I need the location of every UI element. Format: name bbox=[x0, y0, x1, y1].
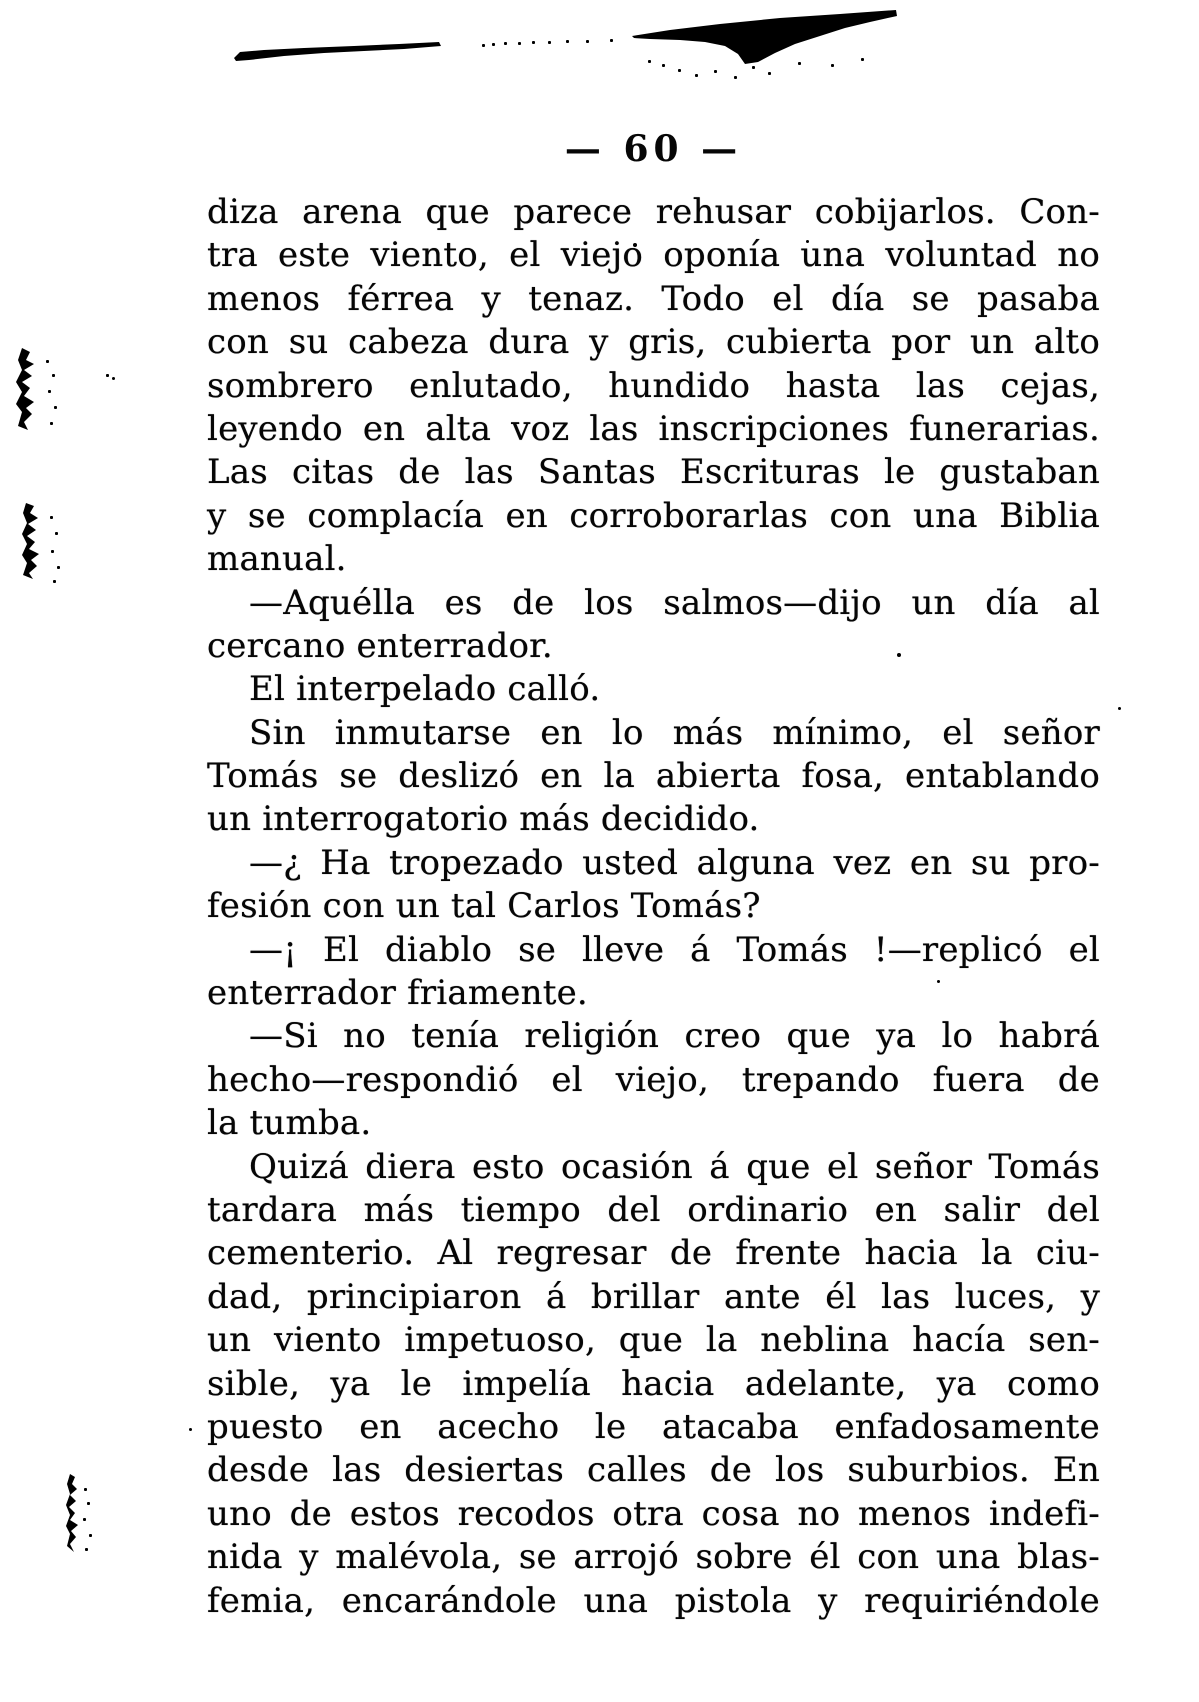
ink-speck bbox=[112, 377, 115, 380]
ink-speckles bbox=[50, 516, 53, 519]
text-line: cementerio. Al regresar de frente hacia la ciu- bbox=[207, 1233, 1100, 1274]
ink-speckles bbox=[84, 1488, 87, 1491]
text-line: sible, ya le impelía hacia adelante, ya como bbox=[207, 1363, 1100, 1404]
ink-speck bbox=[1118, 707, 1121, 710]
ink-blot-left-margin-2 bbox=[22, 503, 48, 579]
text-line: dad, principiaron á brillar ante él las luces, y bbox=[207, 1276, 1100, 1317]
ink-speckles bbox=[46, 360, 49, 363]
ink-blot-left-margin-1 bbox=[16, 348, 44, 430]
text-line: Las citas de las Santas Escrituras le gustaban bbox=[207, 452, 1100, 493]
ink-smudge-top-left bbox=[234, 40, 479, 64]
text-line: uno de estos recodos otra cosa no menos indefi- bbox=[207, 1493, 1100, 1534]
text-line: nida y malévola, se arrojó sobre él con una blas- bbox=[207, 1537, 1100, 1578]
text-line: enterrador friamente. bbox=[207, 973, 588, 1014]
text-line: cercano enterrador. bbox=[207, 625, 553, 666]
page-number: — 60 — bbox=[564, 128, 743, 170]
text-line: un interrogatorio más decidido. bbox=[207, 799, 760, 840]
text-line: fesión con un tal Carlos Tomás? bbox=[207, 886, 761, 927]
ink-blot-left-margin-3 bbox=[66, 1474, 82, 1552]
text-line: tardara más tiempo del ordinario en salir del bbox=[207, 1189, 1100, 1230]
text-line: desde las desiertas calles de los suburbios. En bbox=[207, 1450, 1100, 1491]
text-line: menos férrea y tenaz. Todo el día se pasaba bbox=[207, 278, 1100, 319]
text-line: diza arena que parece rehusar cobijarlos. Con- bbox=[207, 192, 1100, 232]
text-line: un viento impetuoso, que la neblina hacía sen- bbox=[207, 1320, 1100, 1361]
ink-speck bbox=[189, 1428, 192, 1431]
text-block bbox=[207, 191, 1100, 1623]
text-line: tra este viento, el viejo oponía una voluntad no bbox=[207, 235, 1100, 276]
text-line: Tomás se deslizó en la abierta fosa, entablando bbox=[207, 756, 1100, 797]
text-line: la tumba. bbox=[207, 1103, 372, 1144]
text-line: sombrero enlutado, hundido hasta las cejas, bbox=[207, 365, 1100, 406]
ink-speckles bbox=[482, 44, 485, 47]
ink-smudge-top-right bbox=[630, 8, 898, 66]
text-line: Sin inmutarse en lo más mínimo, el señor bbox=[249, 712, 1100, 753]
text-line: con su cabeza dura y gris, cubierta por un alto bbox=[207, 322, 1100, 363]
ink-speckles bbox=[648, 60, 651, 63]
text-line: femia, encarándole una pistola y requiriéndole bbox=[207, 1580, 1100, 1621]
text-line: y se complacía en corroborarlas con una Biblia bbox=[207, 495, 1100, 536]
text-line: manual. bbox=[207, 539, 347, 580]
text-line: hecho—respondió el viejo, trepando fuera de bbox=[207, 1059, 1100, 1100]
text-line: —Si no tenía religión creo que ya lo habrá bbox=[249, 1016, 1100, 1057]
text-line: —¡ El diablo se lleve á Tomás !—replicó el bbox=[249, 929, 1100, 970]
text-line: Quizá diera esto ocasión á que el señor Tomás bbox=[249, 1146, 1100, 1187]
text-line: —Aquélla es de los salmos—dijo un día al bbox=[249, 582, 1100, 623]
text-line: —¿ Ha tropezado usted alguna vez en su pro- bbox=[249, 842, 1100, 883]
text-line: leyendo en alta voz las inscripciones funerarias. bbox=[207, 408, 1100, 449]
text-line: puesto en acecho le atacaba enfadosamente bbox=[207, 1406, 1100, 1447]
text-line: El interpelado calló. bbox=[249, 669, 601, 710]
